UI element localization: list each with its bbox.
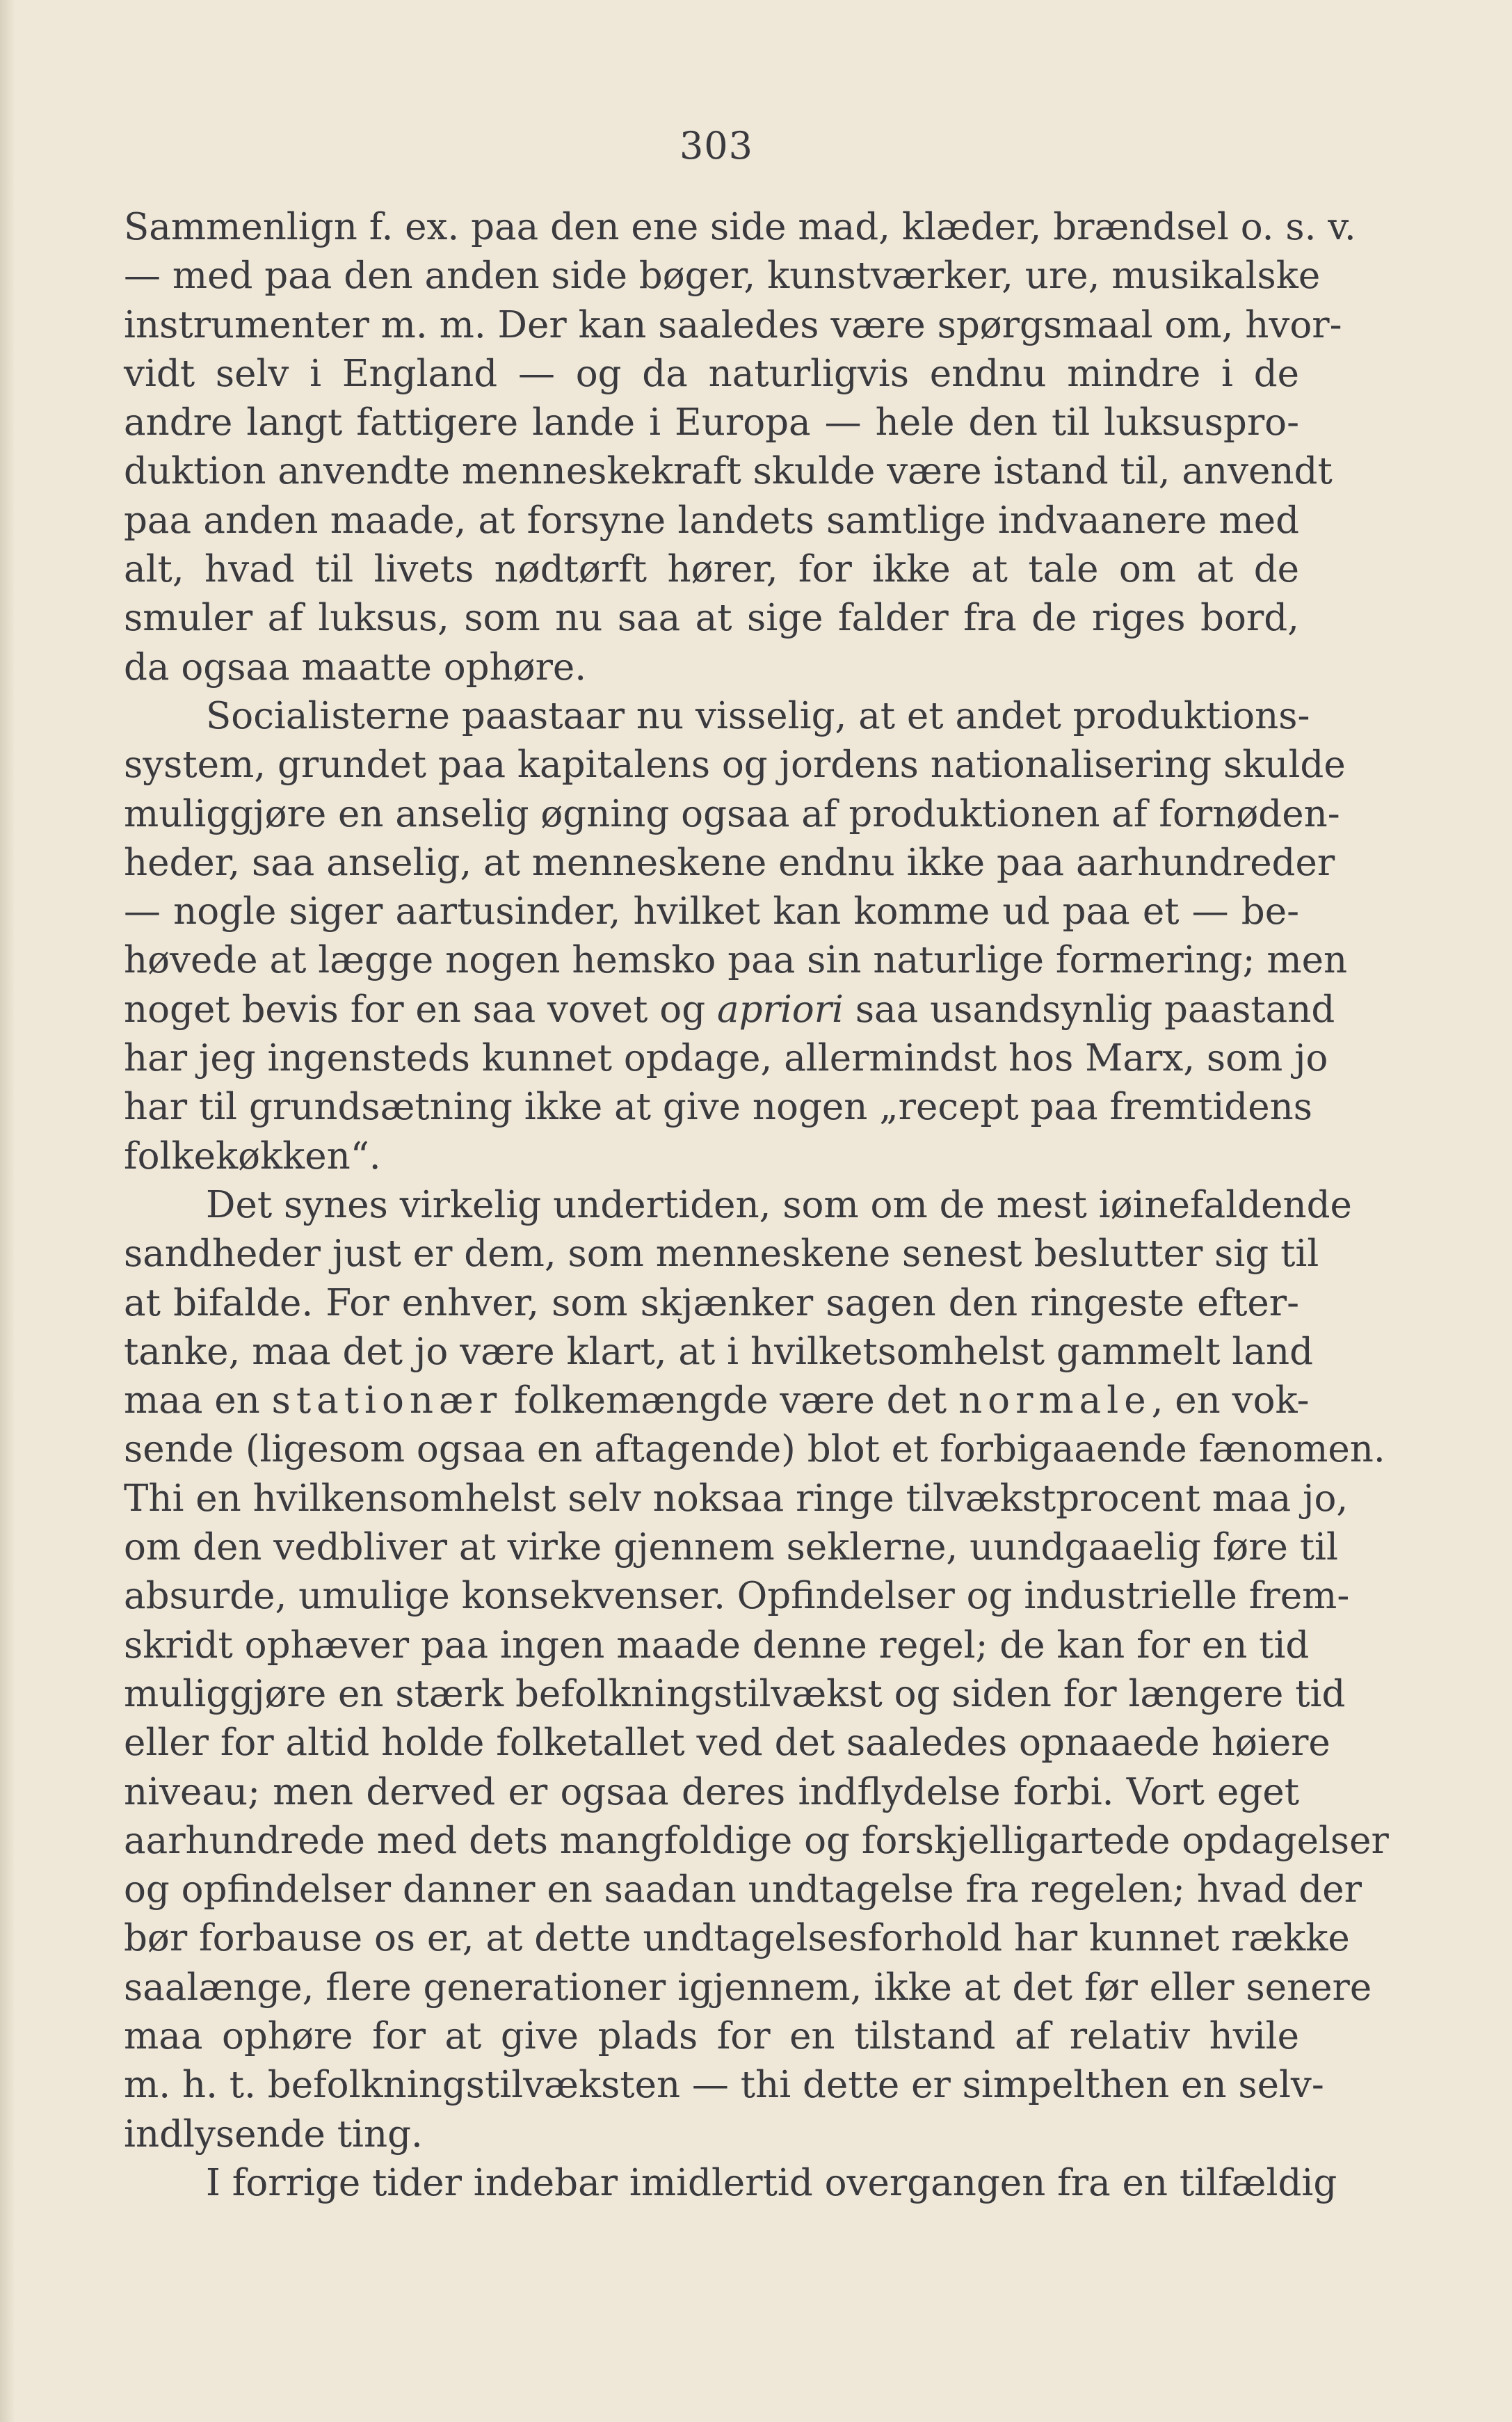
line-text: at bifalde. For enhver, som skjænker sagen den ringeste efter- xyxy=(124,1281,1299,1324)
line-text: aarhundrede med dets mangfoldige og forskjelligartede opdagelser xyxy=(124,1819,1389,1862)
line-text: m. h. t. befolkningstilvæksten — thi dette er simpelthen en selv- xyxy=(124,2064,1324,2107)
text-line xyxy=(124,1132,1299,1181)
text-line xyxy=(124,2061,1324,2110)
text-line xyxy=(124,1572,1350,1621)
line-text: muliggjøre en stærk befolkningstilvækst og siden for længere tid xyxy=(124,1672,1346,1715)
text-line xyxy=(124,1719,1330,1767)
text-line xyxy=(124,888,1299,936)
line-text: og opfindelser danner en saadan undtagelse fra regelen; hvad der xyxy=(124,1868,1362,1911)
line-text: har jeg ingensteds kunnet opdage, allermindst hos Marx, som jo xyxy=(124,1037,1328,1080)
line-text: indlysende ting. xyxy=(124,2112,423,2156)
line-text: maa en xyxy=(124,1379,272,1422)
line-text: sende (ligesom ogsaa en aftagende) blot et forbigaaende fænomen. xyxy=(124,1428,1385,1471)
line-text: system, grundet paa kapitalens og jordens nationalisering skulde xyxy=(124,744,1346,787)
line-text: niveau; men derved er ogsaa deres indflydelse forbi. Vort eget xyxy=(124,1770,1299,1813)
line-text: noget bevis for en saa vovet og xyxy=(124,988,717,1031)
text-line xyxy=(124,936,1348,985)
text-line xyxy=(124,497,1299,545)
text-line xyxy=(124,1279,1299,1328)
line-text: saa usandsynlig paastand xyxy=(844,988,1335,1031)
line-text: da ogsaa maatte ophøre. xyxy=(124,645,587,689)
text-line xyxy=(124,1621,1310,1670)
line-text: sandheder just er dem, som menneskene senest beslutter sig til xyxy=(124,1233,1319,1276)
line-text: I forrige tider indebar imidlertid overgangen fra en tilfældig xyxy=(206,2161,1337,2204)
line-text: bør forbause os er, at dette undtagelsesforhold har kunnet række xyxy=(124,1917,1350,1960)
text-line xyxy=(124,2012,1299,2061)
line-text: Socialisterne paastaar nu visselig, at et andet produktions- xyxy=(206,694,1310,737)
line-text: heder, saa anselig, at menneskene endnu ikke paa aarhundreder xyxy=(124,841,1335,884)
line-text: maa ophøre for at give plads for en tilstand af relativ hvile xyxy=(124,2014,1299,2058)
line-text: smuler af luksus, som nu saa at sige falder fra de riges bord, xyxy=(124,597,1299,640)
text-line xyxy=(124,203,1356,252)
line-text: duktion anvendte menneskekraft skulde være istand til, anvendt xyxy=(124,450,1333,493)
text-line xyxy=(124,1914,1350,1963)
line-text: Sammenlign f. ex. paa den ene side mad, klæder, brændsel o. s. v. xyxy=(124,206,1356,248)
text-line xyxy=(124,1866,1362,1914)
line-text: — med paa den anden side bøger, kunstværker, ure, musikalske xyxy=(124,255,1321,298)
line-text: har til grundsætning ikke at give nogen „recept paa fremtidens xyxy=(124,1086,1312,1129)
line-text: Det synes virkelig undertiden, som om de mest iøinefaldende xyxy=(206,1183,1352,1226)
text-line xyxy=(124,643,1299,692)
text-line xyxy=(124,986,1335,1034)
line-text: instrumenter m. m. Der kan saaledes være spørgsmaal om, hvor- xyxy=(124,303,1342,346)
text-line xyxy=(124,1670,1346,1719)
text-line xyxy=(124,1817,1389,1866)
text-line xyxy=(124,350,1299,399)
line-text: alt, hvad til livets nødtørft hører, for ikke at tale om at de xyxy=(124,548,1299,591)
text-line xyxy=(124,2110,1299,2159)
text-line xyxy=(124,545,1299,594)
text-line xyxy=(124,692,1310,741)
line-text: folkekøkken“. xyxy=(124,1134,381,1178)
text-line xyxy=(124,790,1340,839)
line-text: eller for altid holde folketallet ved det saaledes opnaaede høiere xyxy=(124,1722,1330,1765)
text-line xyxy=(124,252,1321,300)
text-line xyxy=(124,447,1333,496)
text-line xyxy=(124,1181,1352,1230)
line-text: om den vedbliver at virke gjennem seklerne, uundgaaelig føre til xyxy=(124,1526,1338,1569)
line-text: folkemængde være det xyxy=(502,1379,959,1422)
text-line xyxy=(124,1425,1385,1474)
text-line xyxy=(124,1377,1310,1425)
line-text: absurde, umulige konsekvenser. Opfindelser og industrielle frem- xyxy=(124,1575,1350,1618)
line-text: , en vok- xyxy=(1151,1379,1310,1422)
text-line xyxy=(124,594,1299,643)
line-text: tanke, maa det jo være klart, at i hvilketsomhelst gammelt land xyxy=(124,1330,1314,1373)
line-text: paa anden maade, at forsyne landets samtlige indvaanere med xyxy=(124,499,1299,542)
text-line xyxy=(124,1230,1319,1278)
body-text xyxy=(124,203,1389,2208)
text-line xyxy=(124,741,1346,789)
line-text: høvede at lægge nogen hemsko paa sin naturlige formering; men xyxy=(124,939,1348,982)
text-line xyxy=(124,2159,1337,2208)
page-gutter-shadow xyxy=(0,0,15,2422)
text-line xyxy=(124,1768,1299,1817)
text-line xyxy=(124,1328,1314,1377)
line-text: saalænge, flere generationer igjennem, ikke at det før eller senere xyxy=(124,1966,1372,2009)
text-line xyxy=(124,839,1335,888)
italic-text: apriori xyxy=(717,988,844,1031)
text-line xyxy=(124,1034,1328,1083)
line-text: — nogle siger aartusinder, hvilket kan komme ud paa et — be- xyxy=(124,890,1299,933)
spaced-text: normale xyxy=(958,1379,1152,1422)
line-text: skridt ophæver paa ingen maade denne regel; de kan for en tid xyxy=(124,1623,1310,1667)
text-line xyxy=(124,1523,1338,1572)
page-number: 303 xyxy=(679,124,754,168)
text-line xyxy=(124,1964,1372,2012)
text-line xyxy=(124,1475,1349,1523)
text-line xyxy=(124,301,1342,350)
line-text: muliggjøre en anselig øgning ogsaa af produktionen af fornøden- xyxy=(124,792,1340,835)
text-line xyxy=(124,399,1299,447)
text-line xyxy=(124,1083,1312,1132)
line-text: vidt selv i England — og da naturligvis endnu mindre i de xyxy=(124,352,1299,395)
line-text: andre langt fattigere lande i Europa — hele den til luksuspro- xyxy=(124,401,1299,444)
spaced-text: stationær xyxy=(271,1379,503,1422)
line-text: Thi en hvilkensomhelst selv noksaa ringe tilvækstprocent maa jo, xyxy=(124,1477,1349,1520)
